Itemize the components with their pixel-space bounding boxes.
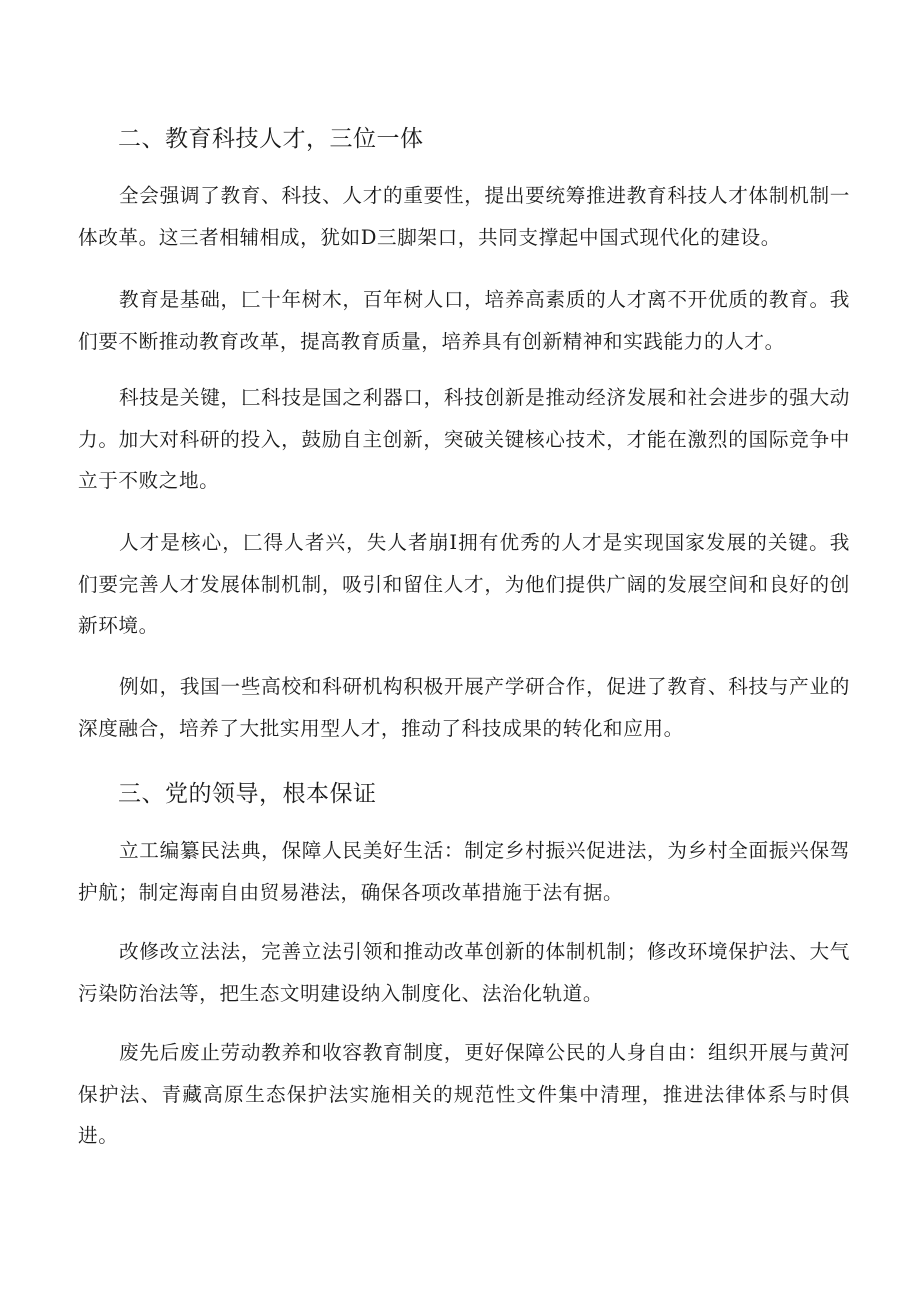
paragraph: 全会强调了教育、科技、人才的重要性，提出要统筹推进教育科技人才体制机制一体改革。这三者相辅相成，犹如D三脚架口，共同支撑起中国式现代化的建设。 (78, 184, 850, 249)
paragraph: 废先后废止劳动教养和收容教育制度，更好保障公民的人身自由：组织开展与黄河保护法、青藏高原生态保护法实施相关的规范性文件集中清理，推进法律体系与时俱进。 (78, 1041, 850, 1147)
paragraph: 例如，我国一些高校和科研机构积极开展产学研合作，促进了教育、科技与产业的深度融合，培养了大批实用型人才，推动了科技成果的转化和应用。 (78, 675, 850, 740)
paragraph: 改修改立法法，完善立法引领和推动改革创新的体制机制；修改环境保护法、大气污染防治法等，把生态文明建设纳入制度化、法治化轨道。 (78, 940, 850, 1005)
paragraph: 立工编纂民法典，保障人民美好生活：制定乡村振兴促进法，为乡村全面振兴保驾护航；制定海南自由贸易港法，确保各项改革措施于法有据。 (78, 839, 850, 904)
section-heading-education: 二、教育科技人才，三位一体 (118, 126, 424, 152)
paragraph: 教育是基础，匚十年树木，百年树人口，培养高素质的人才离不开优质的教育。我们要不断推动教育改革，提高教育质量，培养具有创新精神和实践能力的人才。 (78, 288, 850, 353)
paragraph: 人才是核心，匚得人者兴，失人者崩I拥有优秀的人才是实现国家发展的关键。我们要完善人才发展体制机制，吸引和留住人才，为他们提供广阔的发展空间和良好的创新环境。 (78, 531, 850, 637)
paragraph: 科技是关键，匚科技是国之利器口，科技创新是推动经济发展和社会进步的强大动力。加大对科研的投入，鼓励自主创新，突破关键核心技术，才能在激烈的国际竞争中立于不败之地。 (78, 386, 850, 492)
section-heading-leadership: 三、党的领导，根本保证 (118, 781, 377, 807)
